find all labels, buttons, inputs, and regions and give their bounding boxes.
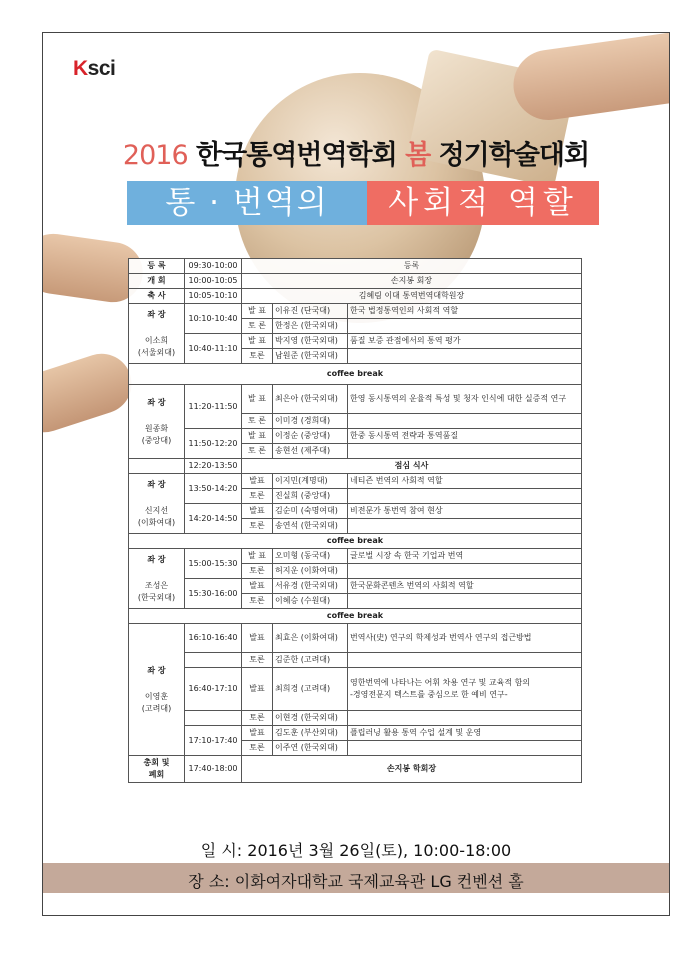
role-cell: 발 표 bbox=[242, 429, 273, 444]
role-cell: 토론 bbox=[242, 741, 273, 756]
speaker-cell: 박지영 (한국외대) bbox=[273, 334, 348, 349]
topic-cell: 품질 보증 관점에서의 통역 평가 bbox=[348, 334, 582, 349]
time-cell: 16:10-16:40 bbox=[185, 624, 242, 653]
speaker-cell: 이유진 (단국대) bbox=[273, 304, 348, 319]
speaker-cell: 송연석 (한국외대) bbox=[273, 519, 348, 534]
speaker-cell: 허지운 (이화여대) bbox=[273, 564, 348, 579]
table-row bbox=[129, 534, 582, 549]
topic-cell bbox=[348, 489, 582, 504]
time-cell: 15:30-16:00 bbox=[185, 579, 242, 609]
row-label: 개 회 bbox=[129, 274, 185, 289]
role-cell: 발표 bbox=[242, 504, 273, 519]
poster bbox=[42, 32, 670, 916]
topic-cell bbox=[348, 444, 582, 459]
topic-cell: 번역사(史) 연구의 학제성과 번역사 연구의 접근방법 bbox=[348, 624, 582, 653]
time-cell: 09:30-10:00 bbox=[185, 259, 242, 274]
topic-cell: 한국 법정통역인의 사회적 역할 bbox=[348, 304, 582, 319]
table-row bbox=[129, 429, 582, 444]
speaker-cell: 최효은 (이화여대) bbox=[273, 624, 348, 653]
role-cell: 발표 bbox=[242, 474, 273, 489]
table-row bbox=[129, 259, 582, 274]
content-cell: 김혜림 이대 통역번역대학원장 bbox=[242, 289, 582, 304]
role-cell: 토 론 bbox=[242, 414, 273, 429]
time-cell: 10:40-11:10 bbox=[185, 334, 242, 364]
chair-cell: 좌 장 이영훈 (고려대) bbox=[129, 624, 185, 756]
role-cell: 토 론 bbox=[242, 444, 273, 459]
time-cell: 15:00-15:30 bbox=[185, 549, 242, 579]
title-society: 한국통역번역학회 bbox=[196, 140, 397, 171]
speaker-cell: 이주연 (한국외대) bbox=[273, 741, 348, 756]
topic-cell bbox=[348, 564, 582, 579]
table-row bbox=[129, 364, 582, 385]
time-cell: 14:20-14:50 bbox=[185, 504, 242, 534]
speaker-cell: 이정순 (중앙대) bbox=[273, 429, 348, 444]
speaker-cell: 송현선 (제주대) bbox=[273, 444, 348, 459]
topic-cell bbox=[348, 519, 582, 534]
hand-illustration bbox=[509, 32, 670, 124]
time-cell: 13:50-14:20 bbox=[185, 474, 242, 504]
speaker-cell: 이지민(계명대) bbox=[273, 474, 348, 489]
topic-cell bbox=[348, 741, 582, 756]
topic-cell bbox=[348, 319, 582, 334]
coffee-break: coffee break bbox=[129, 609, 582, 624]
chair-cell: 좌 장 조성은 (한국외대) bbox=[129, 549, 185, 609]
topic-cell bbox=[348, 594, 582, 609]
time-cell: 17:40-18:00 bbox=[185, 756, 242, 783]
role-cell: 발 표 bbox=[242, 304, 273, 319]
topic-cell bbox=[348, 711, 582, 726]
speaker-cell: 이현경 (한국외대) bbox=[273, 711, 348, 726]
role-cell: 토론 bbox=[242, 519, 273, 534]
time-cell: 12:20-13:50 bbox=[185, 459, 242, 474]
arm-illustration bbox=[42, 346, 139, 440]
speaker-cell: 오미형 (동국대) bbox=[273, 549, 348, 564]
table-row bbox=[129, 459, 582, 474]
table-row bbox=[129, 304, 582, 319]
lunch-cell: 점심 식사 bbox=[242, 459, 582, 474]
topic-cell: 한국문화콘텐츠 번역의 사회적 역할 bbox=[348, 579, 582, 594]
content-cell: 등록 bbox=[242, 259, 582, 274]
time-cell bbox=[185, 653, 242, 668]
role-cell: 토론 bbox=[242, 711, 273, 726]
table-row bbox=[129, 653, 582, 668]
topic-cell: 한중 동시통역 전략과 통역품질 bbox=[348, 429, 582, 444]
role-cell: 발 표 bbox=[242, 549, 273, 564]
table-row bbox=[129, 385, 582, 414]
time-cell: 10:00-10:05 bbox=[185, 274, 242, 289]
role-cell: 발표 bbox=[242, 624, 273, 653]
speaker-cell: 이혜승 (수원대) bbox=[273, 594, 348, 609]
role-cell: 발표 bbox=[242, 579, 273, 594]
role-cell: 토론 bbox=[242, 594, 273, 609]
role-cell: 토 론 bbox=[242, 319, 273, 334]
speaker-cell: 한정은 (한국외대) bbox=[273, 319, 348, 334]
content-cell: 손지봉 학회장 bbox=[242, 756, 582, 783]
role-cell: 토론 bbox=[242, 653, 273, 668]
role-cell: 토론 bbox=[242, 349, 273, 364]
time-cell bbox=[185, 711, 242, 726]
role-cell: 발 표 bbox=[242, 385, 273, 414]
speaker-cell: 김준한 (고려대) bbox=[273, 653, 348, 668]
topic-cell: 한영 동시통역의 운율적 특성 및 청자 인식에 대한 실증적 연구 bbox=[348, 385, 582, 414]
table-row bbox=[129, 289, 582, 304]
speaker-cell: 최은아 (한국외대) bbox=[273, 385, 348, 414]
event-date: 일 시: 2016년 3월 26일(토), 10:00-18:00 bbox=[200, 841, 512, 860]
topic-cell: 네티즌 번역의 사회적 역할 bbox=[348, 474, 582, 489]
speaker-cell: 김순미 (숙명여대) bbox=[273, 504, 348, 519]
time-cell: 11:20-11:50 bbox=[185, 385, 242, 429]
theme-banner-right: 사회적 역할 bbox=[367, 181, 599, 225]
speaker-cell: 최희경 (고려대) bbox=[273, 668, 348, 711]
table-row bbox=[129, 474, 582, 489]
table-row bbox=[129, 711, 582, 726]
content-cell: 손지봉 회장 bbox=[242, 274, 582, 289]
title-season: 봄 bbox=[405, 140, 431, 171]
table-row bbox=[129, 549, 582, 564]
role-cell: 토론 bbox=[242, 489, 273, 504]
table-row bbox=[129, 668, 582, 711]
chair-cell: 좌 장 신지선 (이화여대) bbox=[129, 474, 185, 534]
table-row bbox=[129, 726, 582, 741]
topic-cell: 글로벌 시장 속 한국 기업과 번역 bbox=[348, 549, 582, 564]
table-row bbox=[129, 274, 582, 289]
row-label: 등 록 bbox=[129, 259, 185, 274]
role-cell: 발표 bbox=[242, 726, 273, 741]
speaker-cell: 남원준 (한국외대) bbox=[273, 349, 348, 364]
time-cell: 10:10-10:40 bbox=[185, 304, 242, 334]
title-event: 정기학술대회 bbox=[438, 140, 590, 171]
topic-cell: 영한번역에 나타나는 어휘 차용 연구 및 교육적 함의 -경영전문지 텍스트를 중심으로 한 예비 연구- bbox=[348, 668, 582, 711]
table-row bbox=[129, 756, 582, 783]
time-cell: 16:40-17:10 bbox=[185, 668, 242, 711]
role-cell: 발 표 bbox=[242, 334, 273, 349]
table-row bbox=[129, 504, 582, 519]
theme-banner-left: 통 · 번역의 bbox=[127, 181, 367, 225]
chair-cell: 좌 장 이소희 (서울외대) bbox=[129, 304, 185, 364]
speaker-cell: 이미경 (경희대) bbox=[273, 414, 348, 429]
program-table bbox=[128, 258, 582, 783]
topic-cell: 플립러닝 활용 통역 수업 설계 및 운영 bbox=[348, 726, 582, 741]
topic-cell bbox=[348, 653, 582, 668]
time-cell: 11:50-12:20 bbox=[185, 429, 242, 459]
topic-cell bbox=[348, 349, 582, 364]
topic-cell bbox=[348, 414, 582, 429]
time-cell: 17:10-17:40 bbox=[185, 726, 242, 756]
speaker-cell: 진실희 (중앙대) bbox=[273, 489, 348, 504]
coffee-break: coffee break bbox=[129, 364, 582, 385]
topic-cell: 비전문가 통번역 참여 현상 bbox=[348, 504, 582, 519]
coffee-break: coffee break bbox=[129, 534, 582, 549]
role-cell: 발표 bbox=[242, 668, 273, 711]
time-cell: 10:05-10:10 bbox=[185, 289, 242, 304]
title-year: 2016 bbox=[122, 140, 188, 171]
ksci-logo: Ksci bbox=[73, 57, 116, 80]
row-label: 축 사 bbox=[129, 289, 185, 304]
conference-title bbox=[43, 133, 669, 172]
row-label bbox=[129, 459, 185, 474]
event-venue: 장 소: 이화여자대학교 국제교육관 LG 컨벤션 홀 bbox=[188, 872, 524, 891]
table-row bbox=[129, 624, 582, 653]
role-cell: 토론 bbox=[242, 564, 273, 579]
table-row bbox=[129, 334, 582, 349]
chair-cell: 좌 장 원종화 (중앙대) bbox=[129, 385, 185, 459]
table-row bbox=[129, 609, 582, 624]
speaker-cell: 김도훈 (부산외대) bbox=[273, 726, 348, 741]
row-label: 총회 및 폐회 bbox=[129, 756, 185, 783]
speaker-cell: 서유경 (한국외대) bbox=[273, 579, 348, 594]
table-row bbox=[129, 579, 582, 594]
